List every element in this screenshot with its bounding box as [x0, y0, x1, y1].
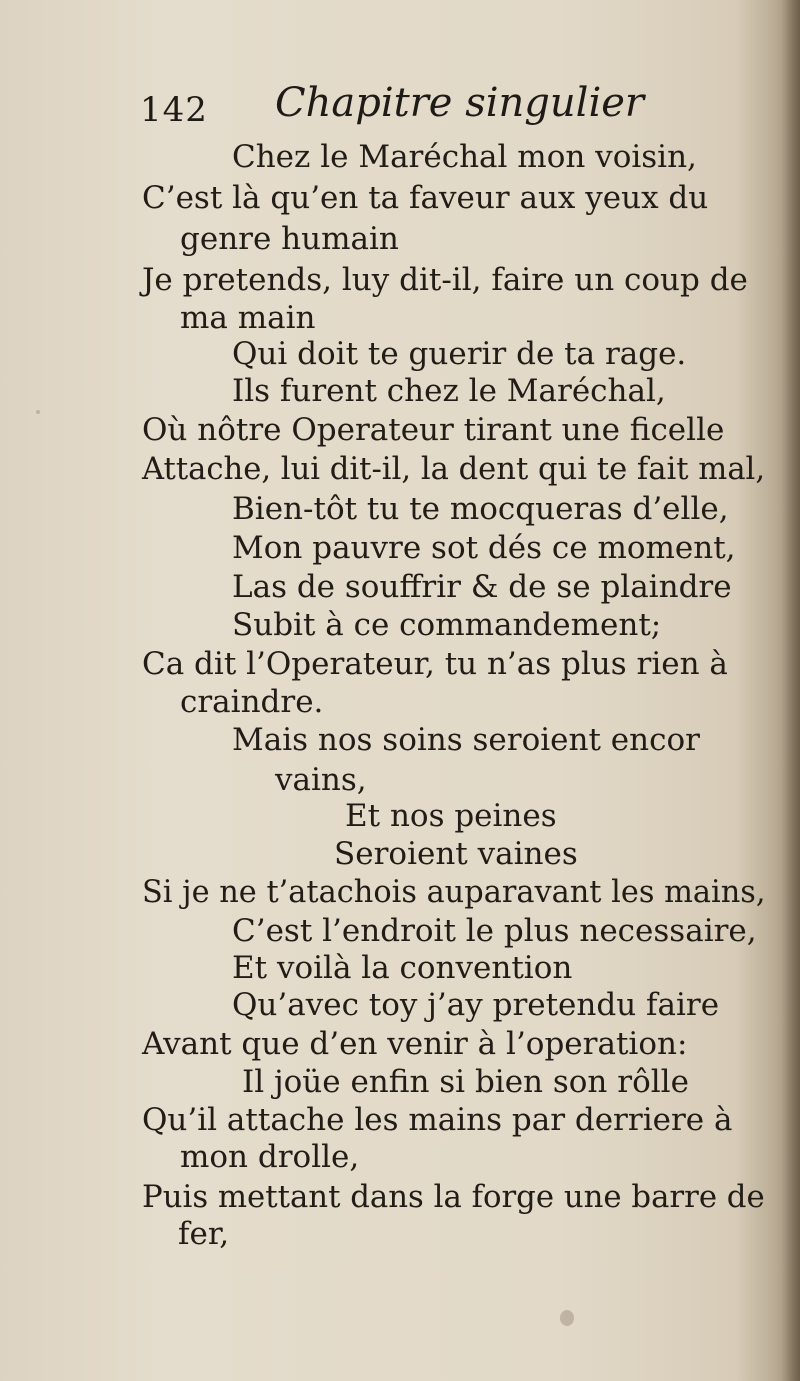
verse-line: Il joüe enfin si bien son rôlle — [242, 1064, 689, 1100]
paper-speck — [36, 410, 40, 414]
verse-line: vains, — [275, 762, 367, 798]
verse-line: Bien-tôt tu te mocqueras d’elle, — [232, 491, 729, 527]
verse-line: mon drolle, — [180, 1139, 360, 1175]
verse-line: Où nôtre Operateur tirant une ficelle — [142, 412, 725, 448]
verse-line: Attache, lui dit-il, la dent qui te fait mal, — [142, 451, 766, 487]
page-number: 142 — [140, 90, 208, 130]
verse-line: C’est là qu’en ta faveur aux yeux du — [142, 180, 709, 216]
verse-line: Subit à ce commandement; — [232, 607, 662, 643]
verse-line: Qu’avec toy j’ay pretendu faire — [232, 987, 720, 1023]
verse-line: Je pretends, luy dit-il, faire un coup de — [142, 262, 748, 298]
verse-line: Puis mettant dans la forge une barre de — [142, 1179, 765, 1215]
verse-line: ma main — [180, 300, 316, 336]
verse-line: Las de souffrir & de se plaindre — [232, 569, 732, 605]
verse-line: Chez le Maréchal mon voisin, — [232, 139, 697, 175]
verse-line: Ca dit l’Operateur, tu n’as plus rien à — [142, 646, 728, 682]
verse-line: fer, — [178, 1216, 230, 1252]
running-title: Chapitre singulier — [275, 80, 645, 126]
verse-line: genre humain — [180, 221, 399, 257]
verse-line: Et voilà la convention — [232, 950, 573, 986]
page-edge-shadow — [782, 0, 800, 1381]
verse-line: craindre. — [180, 684, 324, 720]
paper-speck — [560, 1310, 574, 1326]
page-header — [140, 80, 740, 140]
verse-line: Et nos peines — [345, 798, 557, 834]
verse-line: Mais nos soins seroient encor — [232, 722, 700, 758]
verse-line: Ils furent chez le Maréchal, — [232, 373, 666, 409]
verse-line: Qui doit te guerir de ta rage. — [232, 336, 687, 372]
verse-line: Avant que d’en venir à l’operation: — [142, 1026, 688, 1062]
verse-line: Si je ne t’atachois auparavant les mains, — [142, 874, 766, 910]
verse-line: Seroient vaines — [334, 836, 578, 872]
verse-line: C’est l’endroit le plus necessaire, — [232, 913, 757, 949]
verse-line: Qu’il attache les mains par derriere à — [142, 1102, 733, 1138]
verse-line: Mon pauvre sot dés ce moment, — [232, 530, 736, 566]
